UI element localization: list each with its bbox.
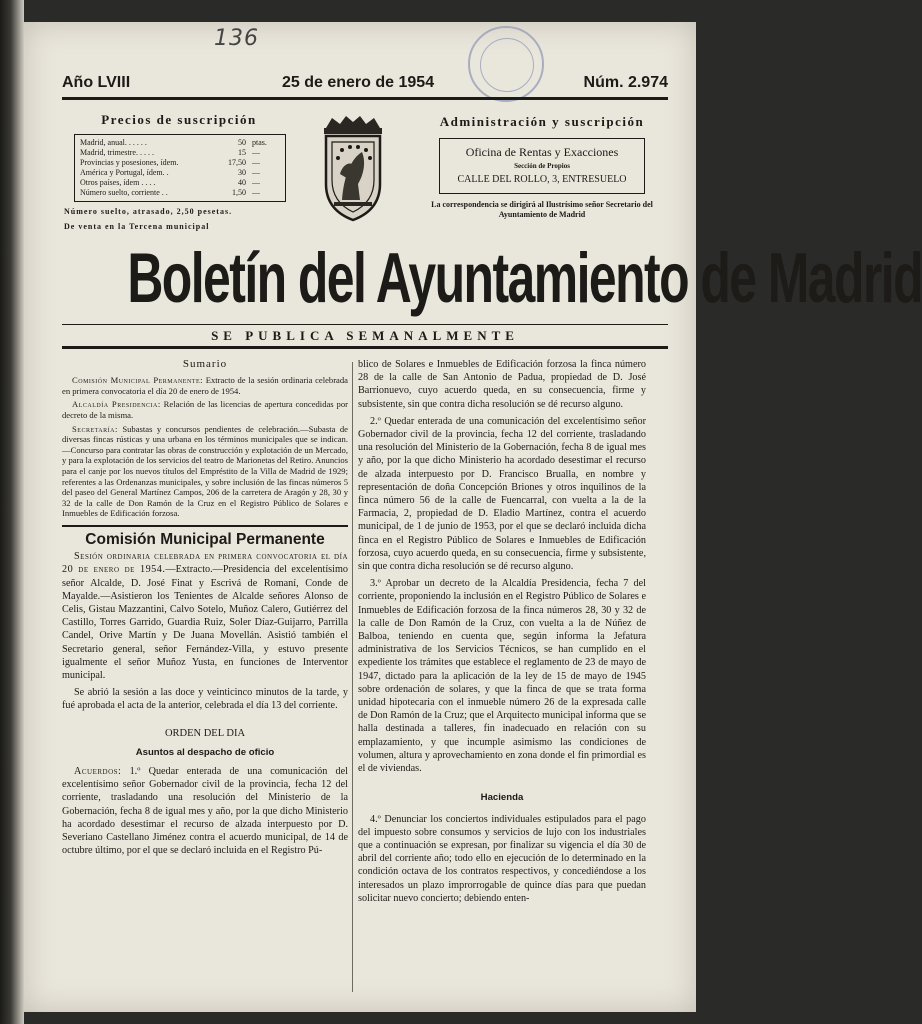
price-value: 15 xyxy=(238,148,246,157)
agreement-2: 2.º Quedar enterada de una comunicación del excelentísimo señor Gobernador civil de la provincia, fecha 12 del corriente, trasladando una resolución del Ministerio de la Gobernación, fecha 8 de igual mes y año, por la que dicho Ministerio ha acordado desestimar el recurso de alzada interpuesto por D. Francisco Brualla, en nombre y representación de doña Concepción Briones y otros inquilinos de la finca número 56 de la calle de Fuencarral, con vuelta a la de la Farmacia, 2, propiedad de D. Eladio Martínez, contra el acuerdo municipal, de 1 de junio de 1953, por el que se declaró incluida dicha finca en el Registro Público de Solares e Inmuebles de Edificación forzosa, cuyo acuerdo queda, en su consecuencia, firme y subsistente, sin que contra dicha resolución se dé recurso alguno. xyxy=(358,415,646,573)
column-divider xyxy=(352,362,353,992)
left-column xyxy=(62,358,348,861)
back-issue-price: Número suelto, atrasado, 2,50 pesetas. xyxy=(64,207,233,216)
session-opening: Se abrió la sesión a las doce y veinticinco minutos de la tarde, y fué aprobada el acta de la anterior, celebrada el día 13 del corriente. xyxy=(62,687,348,712)
price-unit: — xyxy=(252,188,260,197)
office-name: Oficina de Rentas y Exacciones xyxy=(465,145,619,159)
issue-year: Año LVIII xyxy=(62,74,131,91)
price-label: Madrid, trimestre. . . . . xyxy=(80,148,154,157)
price-label: Otros países, ídem . . . . xyxy=(80,178,156,187)
masthead-rule-bottom xyxy=(62,346,668,349)
summary-item-text: Extracto de la sesión ordinaria celebrada en primera convocatoria el día 20 de enero de 1954. xyxy=(62,375,348,396)
masthead-title: Boletín del Ayuntamiento de Madrid xyxy=(127,238,922,318)
issue-date: 25 de enero de 1954 xyxy=(282,74,435,91)
price-value: 50 xyxy=(238,138,246,147)
madrid-coat-of-arms-icon xyxy=(312,114,394,224)
continuation-paragraph: blico de Solares e Inmuebles de Edificación forzosa la finca número 28 de la calle de San Antonio de Padua, propiedad de D. José Barrionuevo, cuyo acuerdo queda, en su consecuencia, firme y subsistente, sin que contra dicha resolución se dé recurso alguno. xyxy=(358,359,646,410)
comision-heading: Comisión Municipal Permanente xyxy=(85,530,325,548)
session-paragraph xyxy=(62,550,348,682)
masthead-subtitle: SE PUBLICA SEMANALMENTE xyxy=(211,328,519,343)
agreements-text: 1.º Quedar enterada de una comunicación del excelentísimo señor Gobernador civil de la provincia, fecha 12 del corriente, trasladando una resolución del Ministerio de la Gobernación, fecha 8 de igual mes y año, por la que dicho Ministerio ha acordado desestimar el recurso de alzada interpuesto por D. Severiano Castellano Jiménez contra el acuerdo municipal, de 14 de octubre último, por el que se declaró incluida en el Registro Pú- xyxy=(62,765,348,857)
price-unit: — xyxy=(252,168,260,177)
price-unit: — xyxy=(252,178,260,187)
issue-header xyxy=(62,74,668,94)
price-row xyxy=(80,158,280,168)
correspondence-note: La correspondencia se dirigirá al Ilustrísimo señor Secretario del Ayuntamiento de Madrid xyxy=(431,200,653,219)
price-label: Provincias y posesiones, ídem. xyxy=(80,158,179,167)
subscription-prices xyxy=(64,112,294,232)
price-value: 40 xyxy=(238,178,246,187)
price-row xyxy=(80,188,280,198)
prices-title: Precios de suscripción xyxy=(101,112,257,127)
summary-item-lead: Secretaría: xyxy=(72,423,118,434)
price-label: Número suelto, corriente . . xyxy=(80,188,168,197)
price-unit: ptas. xyxy=(252,138,267,147)
summary-section xyxy=(62,358,348,519)
summary-item-lead: Comisión Municipal Permanente: xyxy=(72,375,204,386)
price-row xyxy=(80,178,280,188)
agreements-lead: Acuerdos: xyxy=(74,765,122,777)
summary-item-text: Relación de las licencias de apertura concedidas por decreto de la misma. xyxy=(62,399,348,420)
administration-info xyxy=(416,114,668,220)
price-row xyxy=(80,138,280,148)
book-spine xyxy=(0,0,24,1024)
price-row xyxy=(80,168,280,178)
price-unit: — xyxy=(252,148,260,157)
price-value: 1,50 xyxy=(232,188,246,197)
price-value: 17,50 xyxy=(228,158,246,167)
price-value: 30 xyxy=(238,168,246,177)
agreement-paragraph xyxy=(62,765,348,857)
summary-item xyxy=(62,399,348,420)
issue-number: Núm. 2.974 xyxy=(583,74,668,91)
summary-item-lead: Alcaldía Presidencia: xyxy=(72,399,161,410)
price-unit: — xyxy=(252,158,260,167)
session-text: —Extracto.—Presidencia del excelentísimo señor Alcalde, D. José Finat y Escrivá de Romaní, Conde de Mayalde.—Asistieron los Tenientes de Alcalde señores Alonso de Celis, Gistau Mazzantini, Calvo Sotelo, Muñoz Calero, Gutiérrez del Castillo, Torres Garrido, Guardia Ruiz, Soler Díaz-Guijarro, Parrilla Candel, Orive Martín y De Juana Movellán. Asistió también el Secretario general, señor Fernández-Villa, y estuvo presente igualmente el señor Muñoz Yusta, en funciones de Interventor municipal. xyxy=(62,564,348,681)
price-label: América y Portugal, ídem. . xyxy=(80,168,169,177)
order-of-day-heading: ORDEN DEL DIA xyxy=(164,727,246,739)
masthead-rule-top xyxy=(62,324,668,325)
admin-title: Administración y suscripción xyxy=(439,114,645,129)
section-rule xyxy=(62,525,348,527)
session-lead: Sesión ordinaria celebrada en primera convocatoria el día 20 de enero de 1954. xyxy=(62,551,348,576)
handwritten-annotation: 136 xyxy=(214,26,259,51)
right-column xyxy=(358,358,646,909)
summary-title: Sumario xyxy=(182,358,228,370)
office-matters-heading: Asuntos al despacho de oficio xyxy=(135,746,275,758)
office-section: Sección de Propios xyxy=(514,162,570,170)
hacienda-heading: Hacienda xyxy=(480,792,524,804)
prices-table xyxy=(74,134,286,202)
summary-item xyxy=(62,424,348,519)
price-row xyxy=(80,148,280,158)
agreement-4: 4.º Denunciar los conciertos individuales estipulados para el pago del impuesto sobre consumos y servicios de lujo con los industriales que a continuación se expresan, por finalizar su vigencia el día 30 de abril del corriente año; todo ello en ejecución de lo determinado en la condición octava de los contratos respectivos, y concediéndose a los interesados un plazo improrrogable de quince días para que puedan solicitar nuevo concierto; debiendo enten- xyxy=(358,813,646,904)
summary-item-text: Subastas y concursos pendientes de celebración.—Subasta de diversas fincas rústicas y una urbana en los términos municipales que se indican.—Concurso para contratar las obras de construcción y explotación de un Mercado, y para la explotación de los servicios del teatro de Marionetas del Retiro. Anuncios para el canje por los nuevos títulos del Empréstito de la Villa de Madrid de 1929; referentes a las Ordenanzas municipales, y sobre inclusión de las fincas números 5 del paseo del General Martínez Campos, 206 de la carretera de Aragón y 28, 30 y 32 de la calle de Don Ramón de la Cruz en el Registro Público de Solares e Inmuebles de Edificación forzosa. xyxy=(62,423,348,519)
price-label: Madrid, anual. . . . . . xyxy=(80,138,147,147)
newspaper-page xyxy=(24,22,922,1012)
sale-point: De venta en la Tercena municipal xyxy=(64,222,210,231)
summary-item xyxy=(62,375,348,396)
agreement-3: 3.º Aprobar un decreto de la Alcaldía Presidencia, fecha 7 del corriente, proponiendo la inclusión en el Registro Público de Solares e Inmuebles de Edificación forzosa de la finca números 28, 30 y 32 de la calle de Don Ramón de la Cruz, con vuelta a la de Núñez de Balboa, teniendo en cuenta que, según informa la Jefatura administrativa de los Servicios Técnicos, se han cumplido en el expediente los trámites que establece el reglamento de 23 de mayo de 1947, dictado para la aplicación de la ley de 15 de mayo de 1945 sobre ordenación de solares, y que la finca de que se trata forma unidad hipotecaria con el inmueble número 26 de la expresada calle de Don Ramón de la Cruz; que el Arquitecto municipal informa que se halla destinada a talleres, fin inadecuado en relación con su emplazamiento, y que incumple asimismo las condiciones de volumen, altura y aprovechamiento en zona donde el fin primordial es el de viviendas. xyxy=(358,578,647,775)
admin-office-box xyxy=(439,138,645,194)
header-rule xyxy=(62,97,668,100)
office-address: CALLE DEL ROLLO, 3, ENTRESUELO xyxy=(457,174,627,185)
